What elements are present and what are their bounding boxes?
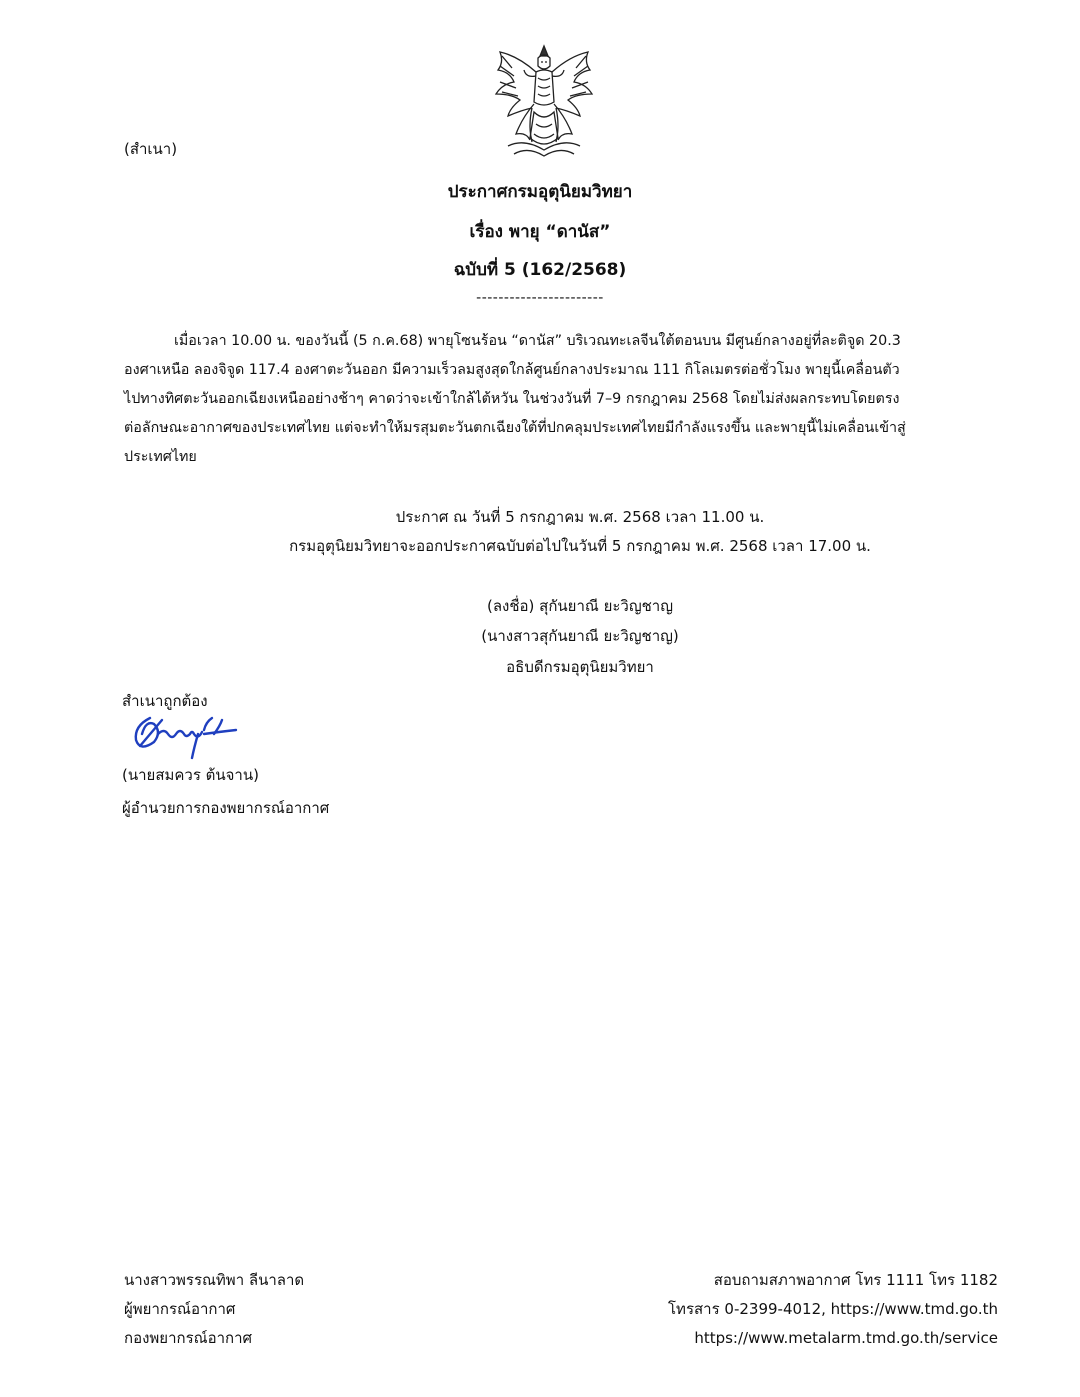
announcement-title: ประกาศกรมอุตุนิยมวิทยา (447, 182, 633, 202)
forecaster-division: กองพยากรณ์อากาศ (124, 1329, 253, 1347)
announcement-number: ฉบับที่ 5 (162/2568) (453, 260, 627, 280)
signatory-position: อธิบดีกรมอุตุนิยมวิทยา (506, 658, 654, 676)
paragraph-line: ต่อลักษณะอากาศของประเทศไทย แต่จะทำให้มรสุมตะวันตกเฉียงใต้ที่ปกคลุมประเทศไทยมีกำลังแรงขึ้น และพายุนี้ไม่เคลื่อนเข้าสู่ (124, 420, 906, 436)
certifier-position: ผู้อำนวยการกองพยากรณ์อากาศ (122, 799, 330, 817)
certified-copy-label: สำเนาถูกต้อง (122, 692, 208, 710)
garuda-emblem-icon (488, 42, 600, 160)
paragraph-line: เมื่อเวลา 10.00 น. ของวันนี้ (5 ก.ค.68) พายุโซนร้อน “ดานัส” บริเวณทะเลจีนใต้ตอนบน มีศูนย์กลางอยู่ที่ละติจูด 20.3 (174, 333, 901, 349)
forecaster-name: นางสาวพรรณทิพา ลีนาลาด (124, 1271, 305, 1289)
signatory-name: (นางสาวสุกันยาณี ยะวิญชาญ) (481, 627, 679, 645)
copy-mark: (สำเนา) (124, 140, 178, 158)
issued-date: ประกาศ ณ วันที่ 5 กรกฎาคม พ.ศ. 2568 เวลา 11.00 น. (395, 508, 765, 526)
contact-fax-website: โทรสาร 0-2399-4012, https://www.tmd.go.th (668, 1300, 998, 1318)
contact-phone: สอบถามสภาพอากาศ โทร 1111 โทร 1182 (713, 1271, 998, 1289)
signed-line: (ลงชื่อ) สุกันยาณี ยะวิญชาญ (487, 597, 673, 615)
body-paragraph (124, 330, 972, 475)
paragraph-line: ไปทางทิศตะวันออกเฉียงเหนืออย่างช้าๆ คาดว่าจะเข้าใกล้ไต้หวัน ในช่วงวันที่ 7–9 กรกฎาคม 2568 โดยไม่ส่งผลกระทบโดยตรง (124, 391, 900, 407)
handwritten-signature (128, 712, 240, 762)
title-divider: ----------------------- (476, 290, 604, 306)
paragraph-line: องศาเหนือ ลองจิจูด 117.4 องศาตะวันออก มีความเร็วลมสูงสุดใกล้ศูนย์กลางประมาณ 111 กิโลเมตรต่อชั่วโมง พายุนี้เคลื่อนตัว (124, 362, 900, 378)
forecaster-role: ผู้พยากรณ์อากาศ (124, 1300, 236, 1318)
paragraph-line: ประเทศไทย (124, 449, 197, 465)
announcement-subject: เรื่อง พายุ “ดานัส” (469, 222, 611, 242)
metalarm-service-link: https://www.metalarm.tmd.go.th/service (694, 1329, 998, 1347)
certifier-name: (นายสมควร ต้นจาน) (122, 766, 259, 784)
next-issue-note: กรมอุตุนิยมวิทยาจะออกประกาศฉบับต่อไปในวันที่ 5 กรกฎาคม พ.ศ. 2568 เวลา 17.00 น. (289, 537, 871, 555)
